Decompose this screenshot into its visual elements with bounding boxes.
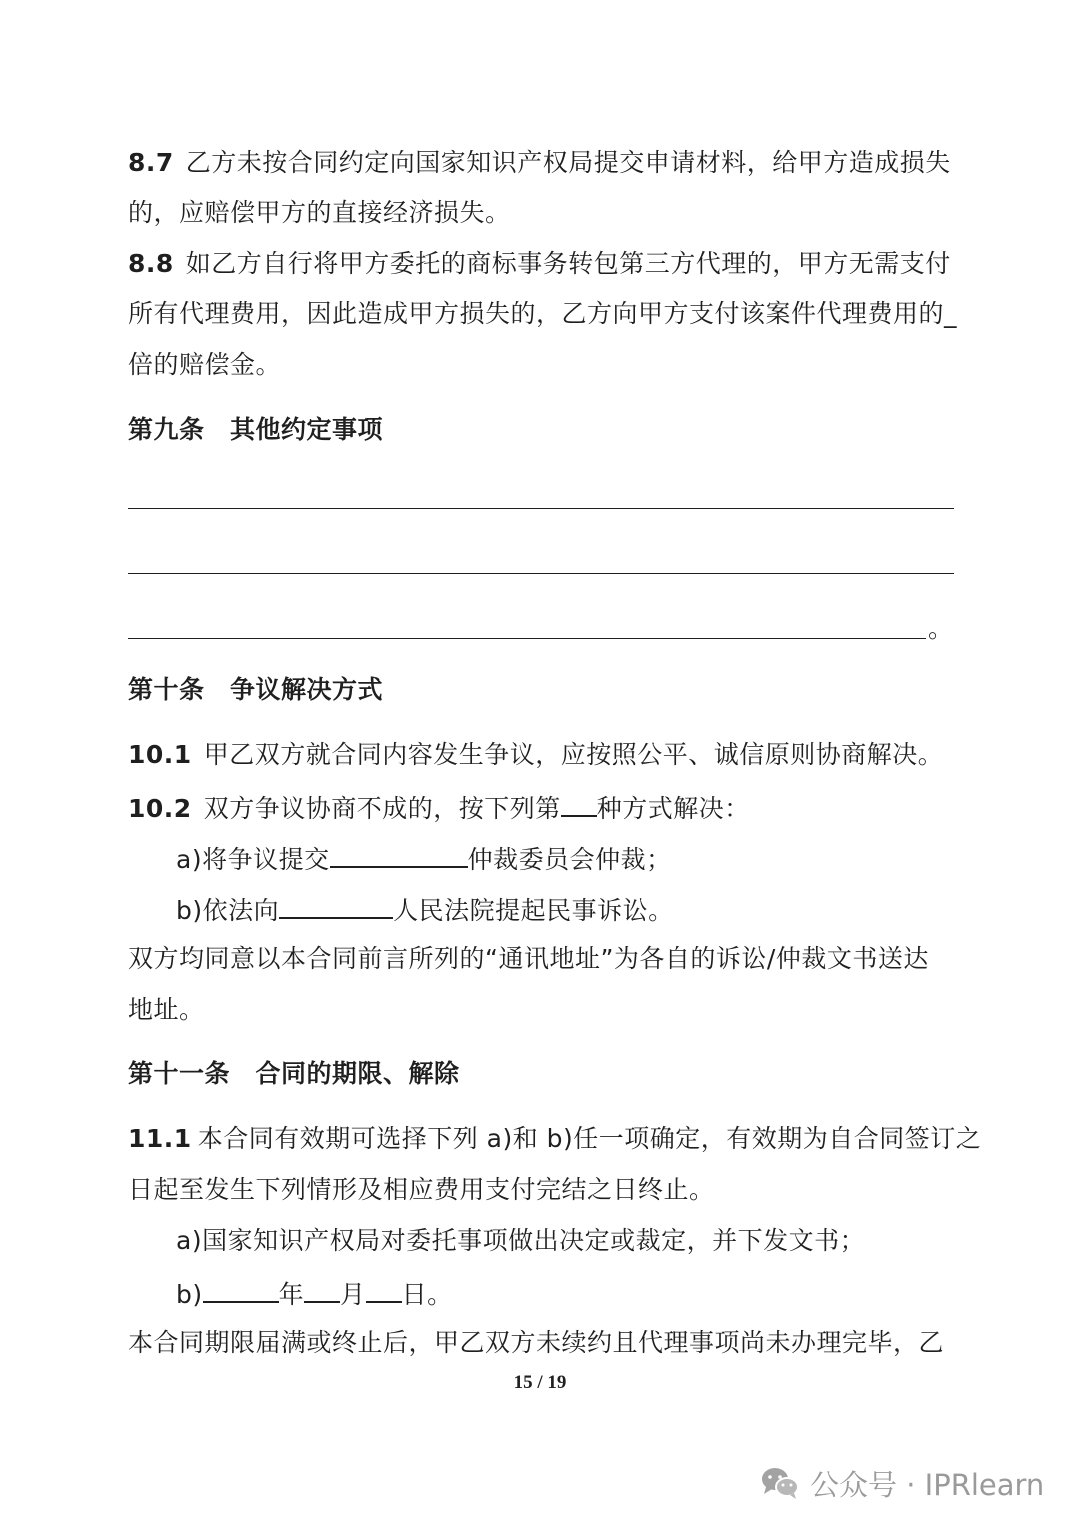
clause-10-1 (128, 738, 943, 772)
clause-text: 乙方未按合同约定向国家知识产权局提交申请材料，给甲方造成损失 (185, 148, 951, 177)
clause-11-1-line-1 (128, 1122, 981, 1156)
clause-number: 8.8 (128, 249, 174, 278)
blank-end-mark: 。 (928, 614, 954, 643)
clause-8-8-line-1 (128, 247, 951, 281)
option-text: a)将争议提交 (176, 845, 330, 874)
option-text: b) (176, 1280, 203, 1309)
clause-8-7-line-2: 的，应赔偿甲方的直接经济损失。 (128, 198, 511, 227)
clause-8-7-line-1 (128, 146, 951, 180)
year-label: 年 (278, 1280, 305, 1309)
option-a-arbitration (176, 840, 672, 877)
option-text: 人民法院提起民事诉讼。 (393, 896, 674, 925)
month-label: 月 (340, 1280, 366, 1309)
clause-11-1-line-2: 日起至发生下列情形及相应费用支付完结之日终止。 (128, 1175, 715, 1204)
option-a-decision: a)国家知识产权局对委托事项做出决定或裁定，并下发文书； (176, 1226, 866, 1255)
clause-number: 10.2 (128, 794, 192, 823)
clause-text: 本合同有效期可选择下列 a)和 b)任一项确定，有效期为自合同签订之 (197, 1124, 982, 1153)
clause-text: 如乙方自行将甲方委托的商标事务转包第三方代理的，甲方无需支付 (185, 249, 951, 278)
watermark-text: 公众号 · IPRlearn (810, 1467, 1045, 1502)
article-10-heading: 第十条 争议解决方式 (128, 675, 384, 704)
fill-blank-day (366, 1275, 402, 1303)
option-text: 仲裁委员会仲裁； (467, 845, 672, 874)
fill-blank-month (304, 1275, 340, 1303)
blank-line-1 (128, 508, 954, 509)
clause-number: 11.1 (128, 1124, 192, 1153)
fill-blank-year (203, 1275, 279, 1303)
option-b-court (176, 891, 674, 928)
clause-text: 双方争议协商不成的，按下列第 (203, 794, 561, 823)
article-9-heading: 第九条 其他约定事项 (128, 415, 384, 444)
page-number: 15 / 19 (513, 1372, 567, 1393)
clause-8-8-line-3: 倍的赔偿金。 (128, 350, 282, 379)
day-label: 日。 (401, 1280, 453, 1309)
fill-blank-method (561, 789, 597, 817)
address-line-1: 双方均同意以本合同前言所列的“通讯地址”为各自的诉讼/仲裁文书送达 (128, 944, 929, 973)
clause-10-2 (128, 789, 750, 826)
address-line-2: 地址。 (128, 995, 205, 1024)
clause-text: 甲乙双方就合同内容发生争议，应按照公平、诚信原则协商解决。 (203, 740, 944, 769)
term-expiry-line: 本合同期限届满或终止后，甲乙双方未续约且代理事项尚未办理完毕，乙 (128, 1328, 945, 1357)
blank-line-3 (128, 638, 926, 639)
clause-number: 10.1 (128, 740, 192, 769)
fill-blank-arbitration (330, 840, 468, 868)
watermark (760, 1461, 1044, 1505)
clause-8-8-line-2: 所有代理费用，因此造成甲方损失的，乙方向甲方支付该案件代理费用的_ (128, 299, 958, 328)
blank-line-2 (128, 573, 954, 574)
fill-blank-court (279, 891, 393, 919)
wechat-icon (760, 1466, 800, 1500)
article-11-heading: 第十一条 合同的期限、解除 (128, 1059, 460, 1088)
option-text: b)依法向 (176, 896, 280, 925)
clause-number: 8.7 (128, 148, 174, 177)
option-b-date (176, 1275, 453, 1312)
clause-text: 种方式解决： (596, 794, 750, 823)
